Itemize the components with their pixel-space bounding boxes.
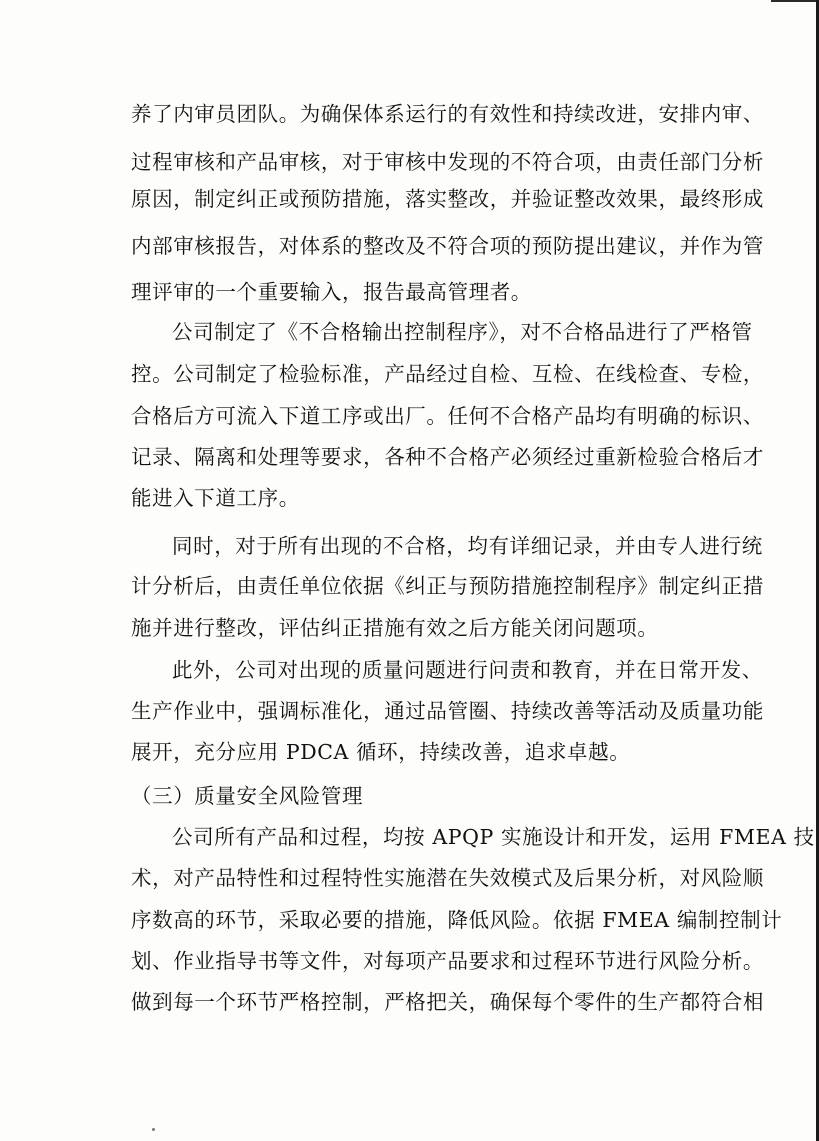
text-line: 公司制定了《不合格输出控制程序》，对不合格品进行了严格管 — [172, 320, 753, 344]
text-line: 养了内审员团队。为确保体系运行的有效性和持续改进，安排内审、 — [131, 102, 764, 126]
text-line: 生产作业中，强调标准化，通过品管圈、持续改善等活动及质量功能 — [131, 699, 764, 723]
page-edge-top — [771, 0, 819, 2]
text-line: 控。公司制定了检验标准，产品经过自检、互检、在线检查、专检， — [131, 362, 764, 386]
text-line: 划、作业指导书等文件，对每项产品要求和过程环节进行风险分析。 — [131, 949, 764, 973]
text-line: 公司所有产品和过程，均按 APQP 实施设计和开发，运用 FMEA 技 — [172, 825, 815, 849]
text-line: 展开，充分应用 PDCA 循环，持续改善，追求卓越。 — [131, 740, 631, 764]
text-line: 合格后方可流入下道工序或出厂。任何不合格产品均有明确的标识、 — [131, 404, 764, 428]
text-line: 计分析后，由责任单位依据《纠正与预防措施控制程序》制定纠正措 — [131, 574, 764, 598]
text-line: 记录、隔离和处理等要求，各种不合格产必须经过重新检验合格后才 — [131, 445, 764, 469]
text-line: 做到每一个环节严格控制，严格把关，确保每个零件的生产都符合相 — [131, 990, 764, 1014]
text-line: 过程审核和产品审核，对于审核中发现的不符合项，由责任部门分析 — [131, 150, 764, 174]
text-line: 术，对产品特性和过程特性实施潜在失效模式及后果分析，对风险顺 — [131, 866, 764, 890]
text-line: 序数高的环节，采取必要的措施，降低风险。依据 FMEA 编制控制计 — [131, 908, 783, 932]
text-line: 施并进行整改，评估纠正措施有效之后方能关闭问题项。 — [131, 616, 659, 640]
text-line: 能进入下道工序。 — [131, 486, 300, 510]
text-line: 此外，公司对出现的质量问题进行问责和教育，并在日常开发、 — [172, 658, 763, 682]
scan-speck — [152, 1128, 155, 1131]
section-heading: （三）质量安全风险管理 — [131, 784, 364, 808]
text-line: 原因，制定纠正或预防措施，落实整改，并验证整改效果，最终形成 — [131, 187, 764, 211]
text-line: 内部审核报告，对体系的整改及不符合项的预防提出建议，并作为管 — [131, 234, 764, 258]
text-line: 同时，对于所有出现的不合格，均有详细记录，并由专人进行统 — [172, 534, 763, 558]
text-line: 理评审的一个重要输入，报告最高管理者。 — [131, 280, 532, 304]
